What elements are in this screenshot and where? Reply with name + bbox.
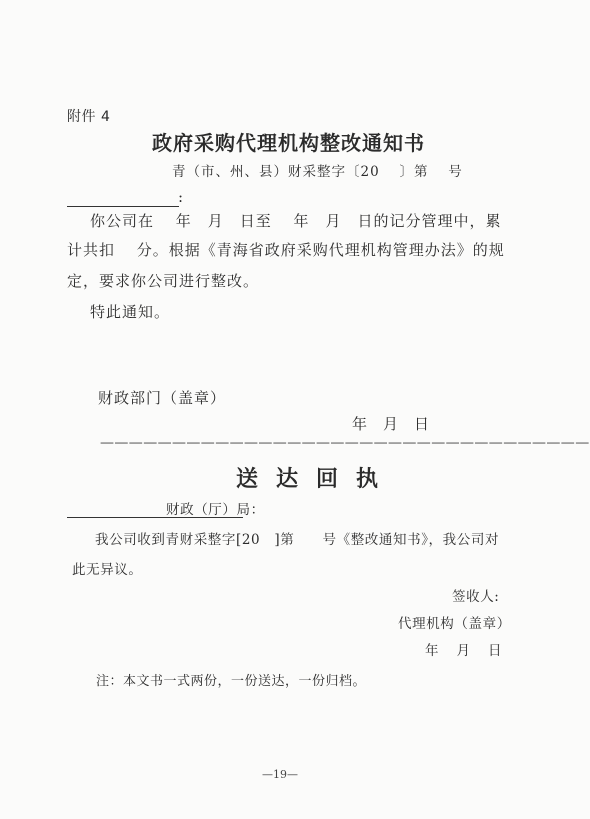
attachment-label: 附件 4 bbox=[67, 109, 111, 125]
notice-paragraph-2: 计共扣 分。根据《青海省政府采购代理机构管理办法》的规 bbox=[67, 241, 505, 259]
page-number: —19— bbox=[262, 768, 298, 781]
signer-label: 签收人: bbox=[452, 589, 500, 605]
notice-date-year: 年 bbox=[352, 415, 368, 433]
addressee-blank-line bbox=[67, 186, 179, 207]
notice-paragraph-1: 你公司在 年 月 日至 年 月 日的记分管理中，累 bbox=[90, 212, 502, 230]
footnote: 注：本文书一式两份，一份送达，一份归档。 bbox=[96, 674, 367, 689]
receipt-date-day: 日 bbox=[488, 643, 502, 659]
receipt-line-2: 此无异议。 bbox=[72, 562, 143, 578]
bureau-label: 财政（厅）局： bbox=[166, 502, 265, 518]
receipt-date-year: 年 bbox=[425, 643, 439, 659]
notice-date-month: 月 bbox=[383, 415, 399, 433]
notice-date bbox=[352, 413, 445, 434]
notice-paragraph-3: 定，要求你公司进行整改。 bbox=[67, 272, 260, 290]
receipt-date bbox=[425, 639, 520, 659]
receipt-line-1: 我公司收到青财采整字[20 ]第 号《整改通知书》，我公司对 bbox=[95, 532, 500, 548]
receipt-title: 送达回执 bbox=[236, 466, 397, 492]
receipt-date-month: 月 bbox=[456, 643, 470, 659]
notice-date-day: 日 bbox=[414, 415, 430, 433]
tear-off-dashed-line: —————————————————————————————————— bbox=[100, 435, 590, 451]
document-title: 政府采购代理机构整改通知书 bbox=[152, 131, 425, 155]
agency-seal-label: 代理机构（盖章） bbox=[398, 616, 511, 632]
notice-closing: 特此通知。 bbox=[90, 303, 171, 321]
addressee-colon: : bbox=[178, 188, 184, 206]
document-number: 青（市、州、县）财采整字〔20 〕第 号 bbox=[172, 164, 463, 180]
finance-dept-seal-label: 财政部门（盖章） bbox=[98, 389, 227, 407]
